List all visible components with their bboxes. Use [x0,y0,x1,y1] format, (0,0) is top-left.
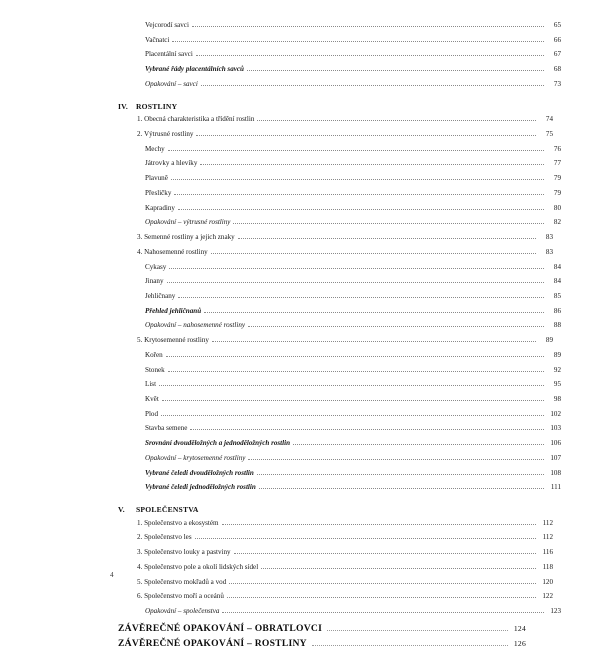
toc-entry-page-number: 103 [550,424,561,433]
toc-entry-page-number: 112 [542,533,553,542]
toc-entry-label: Placentální savci [145,50,193,59]
toc-entry-label: Opakování – výtrusné rostliny [145,218,231,227]
toc-leader-dots [168,370,544,372]
toc-leader-dots [174,193,544,195]
toc-entry[interactable] [110,146,561,161]
toc-leader-dots [159,384,544,386]
toc-entry-label: 5. Krytosemenné rostliny [137,336,209,345]
section-roman-numeral: IV. [118,101,128,111]
toc-entry-page-number: 95 [553,380,561,389]
toc-entry-label: 3. Semenné rostliny a jejich znaky [137,233,235,242]
toc-entry-page-number: 84 [553,262,561,271]
toc-entry-page-number: 75 [545,130,553,139]
toc-entry-page-number: 86 [553,306,561,315]
toc-leader-dots [234,552,536,554]
toc-final-entry[interactable] [110,623,526,638]
toc-leader-dots [178,208,544,210]
toc-entry-label: Opakování – savci [145,79,198,88]
toc-leader-dots [172,40,544,42]
toc-leader-dots [201,84,544,86]
toc-leader-dots [259,487,544,489]
toc-entry[interactable] [110,205,561,220]
toc-entry-page-number: 79 [553,188,561,197]
toc-entry-page-number: 89 [545,336,553,345]
toc-entry-page-number: 77 [553,159,561,168]
toc-entry-label: Jehličnany [145,291,176,300]
section-title: ROSTLINY [136,101,178,111]
toc-entry-label: Vybrané čeledi dvouděložných rostlin [145,468,254,477]
toc-leader-dots [222,523,536,525]
toc-entry[interactable] [110,278,561,293]
toc-entry-page-number: 107 [550,453,561,462]
toc-leader-dots [247,69,544,71]
toc-entry-label: Játrovky a hlevíky [145,159,198,168]
toc-entry[interactable] [110,455,561,470]
toc-entry[interactable] [110,564,553,579]
toc-entry-label: Vybrané řády placentálních savců [145,65,244,74]
toc-entry-page-number: 85 [553,291,561,300]
toc-entry[interactable] [110,322,561,337]
toc-entry[interactable] [110,579,553,594]
toc-leader-dots [222,611,544,613]
toc-entry[interactable] [110,470,561,485]
toc-entry-page-number: 123 [550,607,561,616]
toc-entry[interactable] [110,81,561,96]
toc-leader-dots [233,222,544,224]
toc-entry[interactable] [110,337,553,352]
toc-entry-page-number: 67 [553,50,561,59]
toc-leader-dots [167,281,544,283]
toc-entry[interactable] [110,264,561,279]
toc-entry[interactable] [110,352,561,367]
toc-entry-label: 4. Nahosemenné rostliny [137,247,208,256]
toc-entry-page-number: 89 [553,350,561,359]
toc-entry-label: Srovnání dvouděložných a jednoděložných rostlin [145,439,291,448]
toc-entry[interactable] [110,593,553,608]
toc-entry-label: 2. Společenstvo les [137,533,192,542]
toc-entry-page-number: 83 [545,247,553,256]
toc-entry-page-number: 80 [553,203,561,212]
toc-entry-label: Kapradiny [145,203,175,212]
toc-entry[interactable] [110,534,553,549]
toc-entry[interactable] [110,66,561,81]
toc-entry-page-number: 79 [553,174,561,183]
toc-entry[interactable] [110,37,561,52]
toc-entry-label: Opakování – společenstva [145,607,220,616]
toc-leader-dots [204,311,544,313]
toc-leader-dots [212,340,536,342]
toc-entry-label: 6. Společenstvo moří a oceánů [137,592,224,601]
toc-entry[interactable] [110,160,561,175]
toc-leader-dots [211,252,536,254]
toc-leader-dots [196,134,536,136]
toc-entry-label: 1. Obecná charakteristika a třídění rostlin [137,115,255,124]
toc-entry-label: Mechy [145,144,165,153]
toc-entry-label: Vybrané čeledi jednoděložných rostlin [145,483,256,492]
toc-entry[interactable] [110,116,553,131]
toc-section-heading [110,505,526,520]
toc-leader-dots [257,119,536,121]
toc-entry-label: Vejcorodí savci [145,21,189,29]
toc-entry[interactable] [110,131,553,146]
toc-entry[interactable] [110,381,561,396]
toc-leader-dots [195,537,536,539]
toc-entry-label: 5. Společenstvo mokřadů a vod [137,577,227,586]
toc-entry-label: Stonek [145,365,165,374]
toc-entry-page-number: 102 [550,409,561,418]
toc-leader-dots [312,644,508,646]
toc-leader-dots [192,25,544,27]
toc-leader-dots [257,473,544,475]
toc-entry-label: Plod [145,409,159,418]
toc-entry-page-number: 98 [553,394,561,403]
toc-leader-dots [169,267,544,269]
toc-entry-label: ZÁVĚREČNÉ OPAKOVÁNÍ – OBRATLOVCI [118,622,323,634]
toc-leader-dots [238,237,536,239]
toc-entry-page-number: 88 [553,321,561,330]
toc-entry[interactable] [110,367,561,382]
toc-entry-page-number: 118 [542,562,553,571]
table-of-contents [110,21,561,653]
toc-entry[interactable] [110,520,553,535]
toc-leader-dots [162,399,544,401]
toc-leader-dots [248,325,544,327]
toc-entry[interactable] [110,293,561,308]
toc-entry-label: Plavuně [145,174,168,183]
toc-entry-page-number: 83 [545,233,553,242]
toc-entry[interactable] [110,308,561,323]
toc-entry[interactable] [110,190,561,205]
toc-entry-label: Přesličky [145,188,172,197]
toc-entry-page-number: 111 [550,483,561,492]
toc-leader-dots [178,296,544,298]
toc-entry-page-number: 122 [542,592,553,601]
toc-leader-dots [327,629,508,631]
toc-leader-dots [196,54,544,56]
toc-entry-page-number: 84 [553,277,561,286]
section-title: SPOLEČENSTVA [136,505,199,514]
toc-entry-page-number: 66 [553,35,561,44]
toc-entry-label: Kořen [145,350,163,359]
toc-section-heading [110,102,526,117]
toc-entry-label: 4. Společenstvo pole a okolí lidských sídel [137,562,259,571]
toc-entry-page-number: 120 [542,577,553,586]
toc-entry[interactable] [110,484,561,499]
toc-entry-page-number: 124 [513,623,526,633]
toc-entry-label: Opakování – krytosemenné rostliny [145,453,246,462]
toc-leader-dots [171,178,544,180]
toc-entry-page-number: 65 [553,21,561,29]
toc-leader-dots [229,582,536,584]
toc-final-entry[interactable] [110,638,526,653]
toc-leader-dots [261,567,536,569]
toc-entry[interactable] [110,175,561,190]
toc-entry-page-number: 116 [542,548,553,557]
toc-leader-dots [227,596,536,598]
toc-entry-page-number: 74 [545,115,553,124]
section-roman-numeral: V. [118,505,125,514]
toc-leader-dots [293,443,544,445]
toc-entry-label: Opakování – nahosemenné rostliny [145,321,246,330]
toc-entry-page-number: 73 [553,79,561,88]
toc-entry-page-number: 92 [553,365,561,374]
toc-entry[interactable] [110,411,561,426]
toc-entry[interactable] [110,425,561,440]
toc-entry[interactable] [110,249,553,264]
toc-entry-label: Cykasy [145,262,167,271]
toc-entry[interactable] [110,22,561,37]
toc-entry-page-number: 68 [553,65,561,74]
toc-entry-label: ZÁVĚREČNÉ OPAKOVÁNÍ – ROSTLINY [118,637,307,649]
toc-entry-label: Vačnatci [145,35,170,44]
toc-entry[interactable] [110,219,561,234]
toc-leader-dots [248,458,544,460]
toc-leader-dots [161,414,544,416]
toc-entry[interactable] [110,396,561,411]
toc-entry[interactable] [110,234,553,249]
toc-entry[interactable] [110,608,561,623]
toc-entry[interactable] [110,51,561,66]
toc-leader-dots [168,149,544,151]
toc-entry-page-number: 126 [513,638,526,648]
toc-entry-label: Květ [145,394,159,403]
toc-entry-page-number: 112 [542,518,553,527]
toc-entry-page-number: 76 [553,144,561,153]
toc-entry[interactable] [110,549,553,564]
toc-entry-label: Stavba semene [145,424,188,433]
toc-leader-dots [190,428,544,430]
toc-entry-page-number: 82 [553,218,561,227]
toc-entry-label: Přehled jehličnanů [145,306,202,315]
toc-leader-dots [200,163,544,165]
toc-entry-label: Jinany [145,277,164,286]
toc-entry-label: List [145,380,157,389]
toc-entry[interactable] [110,440,561,455]
page-folio-number: 4 [110,571,114,579]
toc-entry-page-number: 108 [550,468,561,477]
toc-leader-dots [166,355,544,357]
toc-entry-label: 3. Společenstvo louky a pastviny [137,548,231,557]
toc-entry-label: 2. Výtrusné rostliny [137,130,194,139]
toc-entry-page-number: 106 [550,439,561,448]
toc-entry-label: 1. Společenstvo a ekosystém [137,518,219,527]
